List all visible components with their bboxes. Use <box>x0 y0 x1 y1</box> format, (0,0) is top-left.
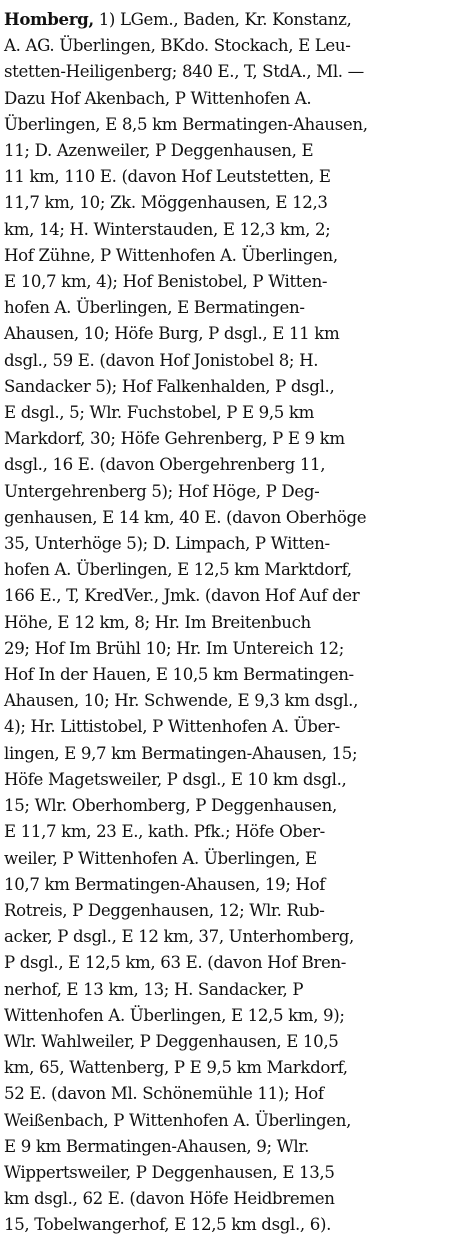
entry-line: 10,7 km Bermatingen-Ahausen, 19; Hof <box>4 874 326 894</box>
entry-line: E 11,7 km, 23 E., kath. Pfk.; Höfe Ober- <box>4 822 325 842</box>
entry-line: stetten-Heiligenberg; 840 E., T, StdA., Ml. — <box>4 62 364 82</box>
entry-line: Weißenbach, P Wittenhofen A. Überlingen, <box>4 1110 352 1130</box>
entry-line-text: 1) LGem., Baden, Kr. Konstanz, <box>93 10 352 29</box>
entry-line: km dsgl., 62 E. (davon Höfe Heidbremen <box>4 1189 335 1209</box>
entry-line-1 <box>4 6 456 33</box>
entry-line: Wittenhofen A. Überlingen, E 12,5 km, 9); <box>4 1005 345 1025</box>
entry-line: 166 E., T, KredVer., Jmk. (davon Hof Auf der <box>4 586 360 606</box>
entry-line: dsgl., 59 E. (davon Hof Jonistobel 8; H. <box>4 350 319 370</box>
entry-headword: Homberg, <box>4 9 94 29</box>
entry-line: km, 14; H. Winterstauden, E 12,3 km, 2; <box>4 219 331 239</box>
entry-line: Höfe Magetsweiler, P dsgl., E 10 km dsgl., <box>4 769 347 789</box>
entry-line: P dsgl., E 12,5 km, 63 E. (davon Hof Bren- <box>4 953 347 973</box>
entry-line: Markdorf, 30; Höfe Gehrenberg, P E 9 km <box>4 429 345 449</box>
entry-line: nerhof, E 13 km, 13; H. Sandacker, P <box>4 979 304 999</box>
gazetteer-entry <box>4 6 456 1239</box>
entry-line: lingen, E 9,7 km Bermatingen-Ahausen, 15; <box>4 743 358 763</box>
entry-line: 15; Wlr. Oberhomberg, P Deggenhausen, <box>4 796 337 816</box>
entry-line: Ahausen, 10; Hr. Schwende, E 9,3 km dsgl., <box>4 691 359 711</box>
entry-line: hofen A. Überlingen, E Bermatingen- <box>4 298 305 318</box>
entry-line: 29; Hof Im Brühl 10; Hr. Im Untereich 12; <box>4 638 345 658</box>
entry-line: dsgl., 16 E. (davon Obergehrenberg 11, <box>4 455 326 475</box>
entry-line: 11 km, 110 E. (davon Hof Leutstetten, E <box>4 167 331 187</box>
entry-line: 11,7 km, 10; Zk. Möggenhausen, E 12,3 <box>4 193 328 213</box>
entry-line: Untergehrenberg 5); Hof Höge, P Deg- <box>4 481 320 501</box>
entry-line: E dsgl., 5; Wlr. Fuchstobel, P E 9,5 km <box>4 403 315 423</box>
entry-line: Dazu Hof Akenbach, P Wittenhofen A. <box>4 88 312 108</box>
entry-line: weiler, P Wittenhofen A. Überlingen, E <box>4 848 317 868</box>
entry-line: km, 65, Wattenberg, P E 9,5 km Markdorf, <box>4 1058 348 1078</box>
entry-line: Wippertsweiler, P Deggenhausen, E 13,5 <box>4 1162 335 1182</box>
entry-line: 52 E. (davon Ml. Schönemühle 11); Hof <box>4 1084 324 1104</box>
entry-line: Überlingen, E 8,5 km Bermatingen-Ahausen, <box>4 114 368 134</box>
entry-line: 11; D. Azenweiler, P Deggenhausen, E <box>4 141 314 161</box>
entry-line: Wlr. Wahlweiler, P Deggenhausen, E 10,5 <box>4 1031 339 1051</box>
entry-line: 35, Unterhöge 5); D. Limpach, P Witten- <box>4 534 330 554</box>
entry-line: Hof In der Hauen, E 10,5 km Bermatingen- <box>4 665 354 685</box>
entry-line: Sandacker 5); Hof Falkenhalden, P dsgl., <box>4 376 335 396</box>
entry-line: 15, Tobelwangerhof, E 12,5 km dsgl., 6). <box>4 1215 331 1235</box>
entry-line: acker, P dsgl., E 12 km, 37, Unterhomberg, <box>4 927 354 947</box>
entry-line: E 10,7 km, 4); Hof Benistobel, P Witten- <box>4 272 328 292</box>
entry-line: Höhe, E 12 km, 8; Hr. Im Breitenbuch <box>4 612 311 632</box>
entry-line: Ahausen, 10; Höfe Burg, P dsgl., E 11 km <box>4 324 340 344</box>
entry-line: 4); Hr. Littistobel, P Wittenhofen A. Über- <box>4 717 340 737</box>
entry-line: Rotreis, P Deggenhausen, 12; Wlr. Rub- <box>4 900 325 920</box>
entry-line: Hof Zühne, P Wittenhofen A. Überlingen, <box>4 245 338 265</box>
entry-line: A. AG. Überlingen, BKdo. Stockach, E Leu- <box>4 36 351 56</box>
entry-line: E 9 km Bermatingen-Ahausen, 9; Wlr. <box>4 1136 309 1156</box>
entry-line: genhausen, E 14 km, 40 E. (davon Oberhöge <box>4 507 367 527</box>
entry-line: hofen A. Überlingen, E 12,5 km Marktdorf, <box>4 560 352 580</box>
